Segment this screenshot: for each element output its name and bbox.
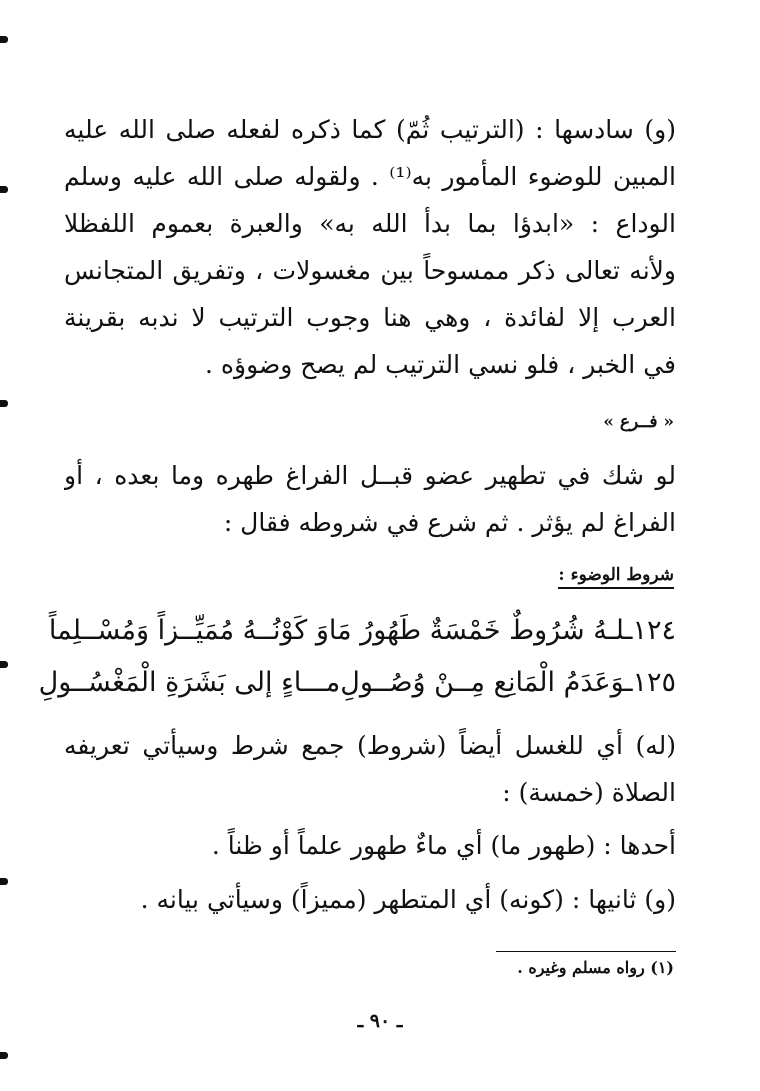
verse-hemistich-left: مـــاءٍ إلى بَشَرَةِ الْمَغْسُــولِ xyxy=(38,667,341,698)
condition-first xyxy=(64,822,676,869)
section-heading-shurut: شروط الوضوء : xyxy=(558,565,674,589)
text-line: في الخبر ، فلو نسي الترتيب لم يصح وضوؤه . xyxy=(205,350,676,379)
scan-edge-mark xyxy=(0,186,8,193)
text-line: الفراغ لم يؤثر . ثم شرع في شروطه فقال : xyxy=(223,508,676,537)
verse-124 xyxy=(48,606,676,656)
text-line: (و) ثانيها : (كونه) أي المتطهر (مميزاً) وسيأتي بيانه . xyxy=(140,885,676,914)
verse-125 xyxy=(38,658,676,708)
text-line: أحدها : (طهور ما) أي ماءٌ طهور علماً أو ظناً . xyxy=(211,831,676,860)
scan-edge-mark xyxy=(0,878,8,885)
text-line: العرب إلا لفائدة ، وهي هنا وجوب الترتيب لا ندبه بقرينة xyxy=(64,303,676,332)
condition-second xyxy=(64,876,676,923)
scan-edge-mark xyxy=(0,36,8,43)
text-line: (و) سادسها : (الترتيب ثُمّ) كما ذكره لفعله صلى الله عليه xyxy=(64,115,676,144)
paragraph-shakk xyxy=(64,452,676,546)
text-line: (له) أي للغسل أيضاً (شروط) جمع شرط وسيأتي تعريفه xyxy=(64,731,676,760)
verse-hemistich-right: ١٢٤ـلـهُ شُرُوطٌ خَمْسَةٌ طَهُورُ مَا xyxy=(328,615,676,646)
paragraph-tartib xyxy=(64,106,676,388)
scan-edge-mark xyxy=(0,400,8,407)
footnote: (١) رواه مسلم وغيره . xyxy=(517,958,674,977)
paragraph-lahu xyxy=(64,722,676,816)
text-line: ولأنه تعالى ذكر ممسوحاً بين مغسولات ، وتفريق المتجانس xyxy=(64,256,676,285)
section-heading-far: « فــرع » xyxy=(603,412,674,432)
text-line: لو شك في تطهير عضو قبــل الفراغ طهره وما بعده ، أو xyxy=(64,461,676,490)
scan-edge-mark xyxy=(0,1052,8,1059)
scan-edge-mark xyxy=(0,661,8,668)
text-line: المبين للوضوء المأمور به⁽¹⁾ . ولقوله صلى الله عليه وسلم xyxy=(64,162,676,191)
verse-hemistich-left: وَ كَوْنُــهُ مُمَيِّــزاً وَمُسْــلِماً xyxy=(48,615,329,646)
text-line: الوداع : «ابدؤا بما بدأ الله به» والعبرة بعموم اللفظلا xyxy=(64,209,676,238)
page-number: ـ ٩٠ ـ xyxy=(357,1010,403,1032)
verse-hemistich-right: ١٢٥ـوَعَدَمُ الْمَانِع مِــنْ وُصُــولِ xyxy=(340,667,676,698)
text-line: الصلاة (خمسة) : xyxy=(502,778,676,807)
footnote-divider xyxy=(496,951,676,952)
